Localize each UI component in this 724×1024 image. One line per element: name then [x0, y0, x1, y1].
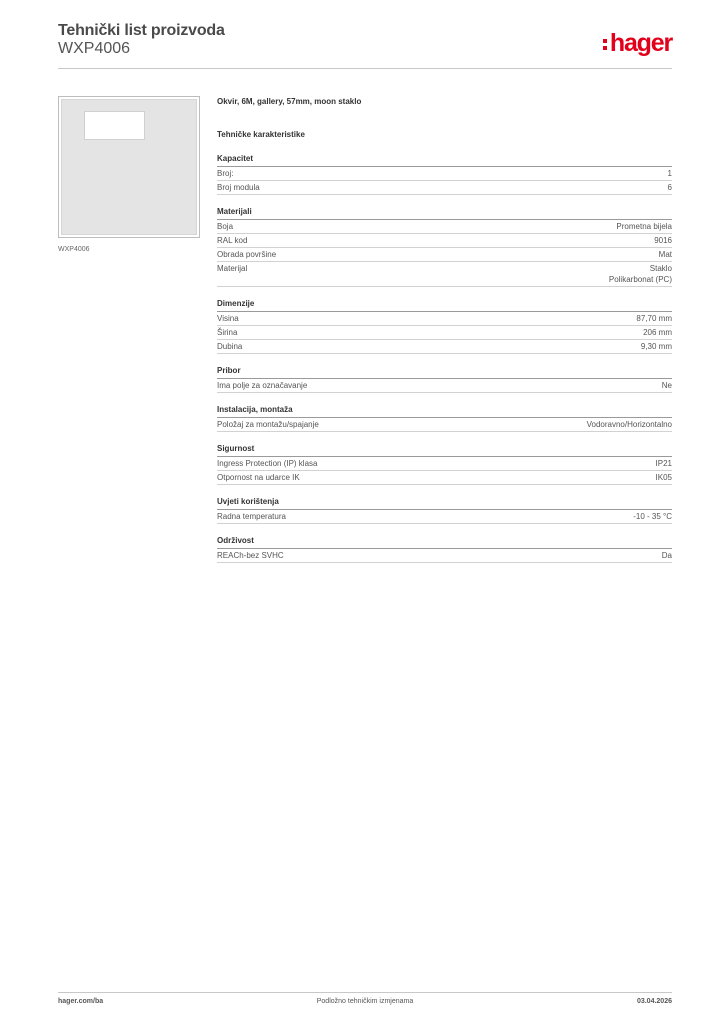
spec-label: Broj modula [217, 183, 260, 192]
header-divider [58, 68, 672, 69]
frame-opening [84, 111, 145, 140]
spec-group [217, 443, 672, 485]
spec-group-title: Sigurnost [217, 443, 672, 457]
spec-row [217, 418, 672, 432]
spec-label: REACh-bez SVHC [217, 551, 284, 560]
spec-group-title: Održivost [217, 535, 672, 549]
spec-row [217, 220, 672, 234]
spec-value: IP21 [655, 459, 672, 468]
specs-content [217, 96, 672, 563]
spec-group [217, 404, 672, 432]
spec-groups [217, 153, 672, 563]
spec-value: 6 [667, 183, 672, 192]
page-footer [58, 998, 672, 1010]
footer-divider [58, 992, 672, 993]
product-code: WXP4006 [58, 40, 131, 57]
spec-label: Radna temperatura [217, 512, 286, 521]
spec-row [217, 379, 672, 393]
spec-label: Visina [217, 314, 239, 323]
spec-value: Mat [658, 250, 672, 259]
spec-group-title: Uvjeti korištenja [217, 496, 672, 510]
spec-value: 87,70 mm [636, 314, 672, 323]
product-description: Okvir, 6M, gallery, 57mm, moon staklo [217, 97, 362, 106]
spec-row [217, 340, 672, 354]
spec-value: Ne [661, 381, 672, 390]
spec-row [217, 549, 672, 563]
spec-row [217, 326, 672, 340]
spec-row [217, 167, 672, 181]
spec-label: Materijal [217, 264, 248, 273]
spec-group [217, 298, 672, 354]
spec-label: Ingress Protection (IP) klasa [217, 459, 318, 468]
page-header [58, 20, 672, 68]
logo-text: hager [609, 28, 672, 57]
spec-label: RAL kod [217, 236, 248, 245]
specs-heading: Tehničke karakteristike [217, 130, 305, 139]
spec-label: Obrada površine [217, 250, 277, 259]
spec-value: Staklo Polikarbonat (PC) [608, 264, 672, 284]
spec-group [217, 496, 672, 524]
footer-notice: Podložno tehničkim izmjenama [316, 998, 414, 1005]
spec-label: Ima polje za označavanje [217, 381, 308, 390]
spec-value: 9,30 mm [640, 342, 672, 351]
spec-group [217, 206, 672, 287]
spec-label: Broj: [217, 169, 234, 178]
spec-row [217, 312, 672, 326]
spec-row [217, 471, 672, 485]
spec-group-title: Dimenzije [217, 298, 672, 312]
footer-date: 03.04.2026 [636, 998, 672, 1005]
hager-logo [603, 28, 672, 58]
spec-value: 206 mm [643, 328, 672, 337]
spec-group [217, 535, 672, 563]
spec-group-title: Materijali [217, 206, 672, 220]
spec-group-title: Kapacitet [217, 153, 672, 167]
spec-value: 1 [667, 169, 672, 178]
spec-row [217, 181, 672, 195]
spec-label: Otpornost na udarce IK [217, 473, 300, 482]
spec-label: Boja [217, 222, 234, 231]
footer-website: hager.com/ba [58, 998, 104, 1005]
spec-row [217, 510, 672, 524]
spec-value: Vodoravno/Horizontalno [586, 420, 672, 429]
spec-value: 9016 [654, 236, 672, 245]
spec-value: Prometna bijela [616, 222, 672, 231]
spec-value: -10 - 35 °C [633, 512, 672, 521]
spec-label: Položaj za montažu/spajanje [217, 420, 319, 429]
spec-value: Da [661, 551, 672, 560]
spec-group [217, 365, 672, 393]
spec-value: IK05 [655, 473, 672, 482]
spec-row [217, 457, 672, 471]
image-caption: WXP4006 [58, 246, 90, 253]
spec-row [217, 262, 672, 287]
spec-group-title: Instalacija, montaža [217, 404, 672, 418]
page-title: Tehnički list proizvoda [58, 22, 225, 39]
spec-group [217, 153, 672, 195]
spec-row [217, 248, 672, 262]
spec-group-title: Pribor [217, 365, 672, 379]
spec-label: Širina [217, 328, 238, 337]
spec-label: Dubina [217, 342, 243, 351]
logo-dots-icon [603, 35, 608, 53]
spec-row [217, 234, 672, 248]
